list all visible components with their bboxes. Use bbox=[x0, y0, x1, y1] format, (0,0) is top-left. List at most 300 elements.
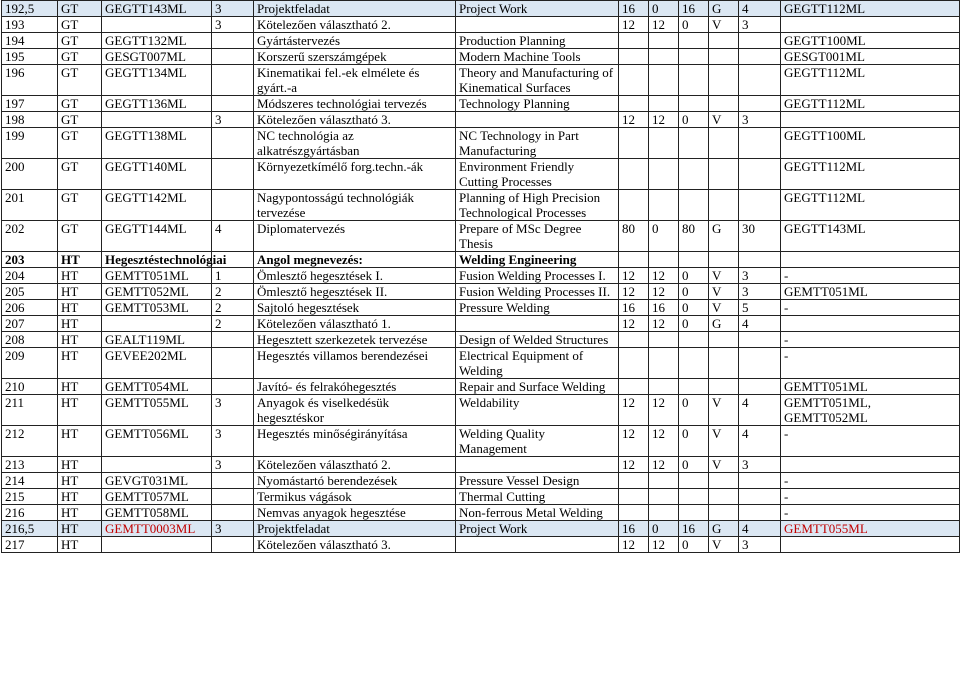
lecture-hours-cell bbox=[619, 159, 649, 190]
practice-hours-cell bbox=[649, 49, 679, 65]
table-row bbox=[2, 49, 960, 65]
practice-hours-cell bbox=[649, 505, 679, 521]
prerequisite-cell: GEGTT112ML bbox=[781, 65, 960, 96]
lab-hours-cell: 0 bbox=[679, 457, 709, 473]
row-id-cell: 216 bbox=[2, 505, 58, 521]
english-name-cell bbox=[456, 457, 619, 473]
course-code-cell bbox=[102, 17, 212, 33]
course-code-cell bbox=[102, 537, 212, 553]
table-row bbox=[2, 379, 960, 395]
semester-cell bbox=[212, 473, 254, 489]
practice-hours-cell: 12 bbox=[649, 537, 679, 553]
credits-cell: 3 bbox=[739, 457, 781, 473]
lecture-hours-cell: 80 bbox=[619, 221, 649, 252]
course-code-cell bbox=[102, 112, 212, 128]
hungarian-name-cell: Projektfeladat bbox=[254, 521, 456, 537]
semester-cell bbox=[212, 159, 254, 190]
row-id-cell: 195 bbox=[2, 49, 58, 65]
hungarian-name-cell: Kötelezően választható 3. bbox=[254, 537, 456, 553]
credits-cell bbox=[739, 96, 781, 112]
credits-cell bbox=[739, 252, 781, 268]
row-id-cell: 193 bbox=[2, 17, 58, 33]
row-id-cell: 205 bbox=[2, 284, 58, 300]
hungarian-name-cell: Kötelezően választható 2. bbox=[254, 457, 456, 473]
lab-hours-cell bbox=[679, 96, 709, 112]
table-row bbox=[2, 65, 960, 96]
hungarian-name-cell: Javító- és felrakóhegesztés bbox=[254, 379, 456, 395]
row-id-cell: 211 bbox=[2, 395, 58, 426]
course-code-cell: GEMTT057ML bbox=[102, 489, 212, 505]
exam-type-cell bbox=[709, 252, 739, 268]
exam-type-cell: G bbox=[709, 316, 739, 332]
lab-hours-cell bbox=[679, 473, 709, 489]
practice-hours-cell: 12 bbox=[649, 284, 679, 300]
row-id-cell: 203 bbox=[2, 252, 58, 268]
prerequisite-cell: GESGT001ML bbox=[781, 49, 960, 65]
prerequisite-cell: GEMTT055ML bbox=[781, 521, 960, 537]
lecture-hours-cell: 12 bbox=[619, 17, 649, 33]
table-row bbox=[2, 395, 960, 426]
practice-hours-cell bbox=[649, 33, 679, 49]
prerequisite-cell: - bbox=[781, 300, 960, 316]
prerequisite-cell: - bbox=[781, 473, 960, 489]
credits-cell bbox=[739, 128, 781, 159]
row-id-cell: 192,5 bbox=[2, 1, 58, 17]
exam-type-cell bbox=[709, 49, 739, 65]
english-name-cell: Technology Planning bbox=[456, 96, 619, 112]
row-id-cell: 216,5 bbox=[2, 521, 58, 537]
lecture-hours-cell bbox=[619, 473, 649, 489]
lecture-hours-cell bbox=[619, 49, 649, 65]
faculty-code-cell: HT bbox=[58, 395, 102, 426]
english-name-cell: Welding Engineering bbox=[456, 252, 619, 268]
faculty-code-cell: HT bbox=[58, 332, 102, 348]
hungarian-name-cell: Sajtoló hegesztések bbox=[254, 300, 456, 316]
faculty-code-cell: GT bbox=[58, 17, 102, 33]
lab-hours-cell bbox=[679, 348, 709, 379]
table-row bbox=[2, 348, 960, 379]
lecture-hours-cell: 16 bbox=[619, 1, 649, 17]
table-row bbox=[2, 316, 960, 332]
credits-cell: 4 bbox=[739, 316, 781, 332]
course-code-cell: GEMTT052ML bbox=[102, 284, 212, 300]
practice-hours-cell bbox=[649, 96, 679, 112]
course-code-cell: GEMTT056ML bbox=[102, 426, 212, 457]
hungarian-name-cell: Gyártástervezés bbox=[254, 33, 456, 49]
prerequisite-cell: - bbox=[781, 348, 960, 379]
practice-hours-cell: 12 bbox=[649, 316, 679, 332]
course-code-cell: GEMTT0003ML bbox=[102, 521, 212, 537]
lab-hours-cell bbox=[679, 505, 709, 521]
lab-hours-cell: 0 bbox=[679, 17, 709, 33]
lecture-hours-cell: 12 bbox=[619, 284, 649, 300]
lab-hours-cell bbox=[679, 332, 709, 348]
faculty-code-cell: HT bbox=[58, 284, 102, 300]
prerequisite-cell: GEGTT112ML bbox=[781, 96, 960, 112]
row-id-cell: 204 bbox=[2, 268, 58, 284]
exam-type-cell bbox=[709, 473, 739, 489]
prerequisite-cell: - bbox=[781, 505, 960, 521]
lab-hours-cell: 0 bbox=[679, 426, 709, 457]
hungarian-name-cell: Diplomatervezés bbox=[254, 221, 456, 252]
lecture-hours-cell bbox=[619, 489, 649, 505]
english-name-cell: Project Work bbox=[456, 1, 619, 17]
credits-cell: 3 bbox=[739, 17, 781, 33]
prerequisite-cell bbox=[781, 252, 960, 268]
exam-type-cell: V bbox=[709, 112, 739, 128]
table-row bbox=[2, 112, 960, 128]
row-id-cell: 214 bbox=[2, 473, 58, 489]
row-id-cell: 194 bbox=[2, 33, 58, 49]
semester-cell bbox=[212, 379, 254, 395]
row-id-cell: 206 bbox=[2, 300, 58, 316]
lecture-hours-cell bbox=[619, 33, 649, 49]
lab-hours-cell: 0 bbox=[679, 300, 709, 316]
lecture-hours-cell bbox=[619, 96, 649, 112]
hungarian-name-cell: Hegesztett szerkezetek tervezése bbox=[254, 332, 456, 348]
faculty-code-cell: GT bbox=[58, 65, 102, 96]
lab-hours-cell bbox=[679, 190, 709, 221]
table-row bbox=[2, 332, 960, 348]
exam-type-cell bbox=[709, 65, 739, 96]
semester-cell bbox=[212, 65, 254, 96]
hungarian-name-cell: Hegesztés minőségirányítása bbox=[254, 426, 456, 457]
english-name-cell: Thermal Cutting bbox=[456, 489, 619, 505]
english-name-cell bbox=[456, 316, 619, 332]
faculty-code-cell: HT bbox=[58, 268, 102, 284]
english-name-cell: Repair and Surface Welding bbox=[456, 379, 619, 395]
exam-type-cell: G bbox=[709, 221, 739, 252]
hungarian-name-cell: Ömlesztő hegesztések I. bbox=[254, 268, 456, 284]
exam-type-cell: V bbox=[709, 268, 739, 284]
course-code-cell: GEVEE202ML bbox=[102, 348, 212, 379]
prerequisite-cell bbox=[781, 537, 960, 553]
semester-cell: 3 bbox=[212, 521, 254, 537]
exam-type-cell: G bbox=[709, 521, 739, 537]
english-name-cell bbox=[456, 537, 619, 553]
lecture-hours-cell: 12 bbox=[619, 395, 649, 426]
exam-type-cell bbox=[709, 505, 739, 521]
curriculum-table bbox=[1, 0, 960, 553]
prerequisite-cell bbox=[781, 457, 960, 473]
exam-type-cell: G bbox=[709, 1, 739, 17]
english-name-cell: Non-ferrous Metal Welding bbox=[456, 505, 619, 521]
row-id-cell: 217 bbox=[2, 537, 58, 553]
semester-cell bbox=[212, 537, 254, 553]
course-code-cell: GEGTT143ML bbox=[102, 1, 212, 17]
prerequisite-cell: GEMTT051ML, GEMTT052ML bbox=[781, 395, 960, 426]
exam-type-cell: V bbox=[709, 457, 739, 473]
exam-type-cell: V bbox=[709, 300, 739, 316]
english-name-cell: Fusion Welding Processes II. bbox=[456, 284, 619, 300]
lecture-hours-cell: 12 bbox=[619, 268, 649, 284]
hungarian-name-cell: Módszeres technológiai tervezés bbox=[254, 96, 456, 112]
lab-hours-cell bbox=[679, 49, 709, 65]
english-name-cell: Weldability bbox=[456, 395, 619, 426]
english-name-cell: Modern Machine Tools bbox=[456, 49, 619, 65]
credits-cell bbox=[739, 190, 781, 221]
credits-cell: 3 bbox=[739, 268, 781, 284]
exam-type-cell bbox=[709, 33, 739, 49]
hungarian-name-cell: Kinematikai fel.-ek elmélete és gyárt.-a bbox=[254, 65, 456, 96]
practice-hours-cell bbox=[649, 190, 679, 221]
course-code-cell: GEGTT134ML bbox=[102, 65, 212, 96]
table-row bbox=[2, 17, 960, 33]
table-row bbox=[2, 190, 960, 221]
semester-cell bbox=[212, 348, 254, 379]
row-id-cell: 200 bbox=[2, 159, 58, 190]
credits-cell: 3 bbox=[739, 537, 781, 553]
course-code-cell: GEGTT142ML bbox=[102, 190, 212, 221]
lecture-hours-cell bbox=[619, 252, 649, 268]
credits-cell: 3 bbox=[739, 284, 781, 300]
exam-type-cell bbox=[709, 190, 739, 221]
row-id-cell: 202 bbox=[2, 221, 58, 252]
table-row bbox=[2, 159, 960, 190]
course-code-cell: GEGTT132ML bbox=[102, 33, 212, 49]
lecture-hours-cell bbox=[619, 348, 649, 379]
english-name-cell: Pressure Vessel Design bbox=[456, 473, 619, 489]
faculty-code-cell: GT bbox=[58, 112, 102, 128]
course-code-cell: GEMTT055ML bbox=[102, 395, 212, 426]
credits-cell: 4 bbox=[739, 426, 781, 457]
hungarian-name-cell: Kötelezően választható 3. bbox=[254, 112, 456, 128]
lecture-hours-cell bbox=[619, 379, 649, 395]
course-code-cell: GEGTT138ML bbox=[102, 128, 212, 159]
prerequisite-cell: GEGTT143ML bbox=[781, 221, 960, 252]
row-id-cell: 207 bbox=[2, 316, 58, 332]
table-row bbox=[2, 128, 960, 159]
practice-hours-cell bbox=[649, 65, 679, 96]
semester-cell: 2 bbox=[212, 284, 254, 300]
semester-cell: 2 bbox=[212, 300, 254, 316]
table-row bbox=[2, 489, 960, 505]
faculty-code-cell: HT bbox=[58, 252, 102, 268]
credits-cell bbox=[739, 505, 781, 521]
english-name-cell bbox=[456, 112, 619, 128]
faculty-code-cell: GT bbox=[58, 159, 102, 190]
prerequisite-cell bbox=[781, 17, 960, 33]
row-id-cell: 201 bbox=[2, 190, 58, 221]
course-code-cell: GEGTT140ML bbox=[102, 159, 212, 190]
lab-hours-cell bbox=[679, 159, 709, 190]
hungarian-name-cell: Nagypontosságú technológiák tervezése bbox=[254, 190, 456, 221]
semester-cell: 1 bbox=[212, 268, 254, 284]
prerequisite-cell bbox=[781, 112, 960, 128]
hungarian-name-cell: NC technológia az alkatrészgyártásban bbox=[254, 128, 456, 159]
faculty-code-cell: HT bbox=[58, 379, 102, 395]
credits-cell bbox=[739, 65, 781, 96]
row-id-cell: 199 bbox=[2, 128, 58, 159]
lab-hours-cell: 0 bbox=[679, 284, 709, 300]
practice-hours-cell: 0 bbox=[649, 221, 679, 252]
lab-hours-cell: 0 bbox=[679, 537, 709, 553]
practice-hours-cell: 0 bbox=[649, 1, 679, 17]
exam-type-cell: V bbox=[709, 284, 739, 300]
hungarian-name-cell: Termikus vágások bbox=[254, 489, 456, 505]
practice-hours-cell bbox=[649, 128, 679, 159]
lecture-hours-cell: 12 bbox=[619, 426, 649, 457]
course-code-cell: GEMTT058ML bbox=[102, 505, 212, 521]
exam-type-cell bbox=[709, 348, 739, 379]
lecture-hours-cell bbox=[619, 190, 649, 221]
english-name-cell: Fusion Welding Processes I. bbox=[456, 268, 619, 284]
exam-type-cell bbox=[709, 128, 739, 159]
practice-hours-cell bbox=[649, 332, 679, 348]
semester-cell bbox=[212, 489, 254, 505]
exam-type-cell: V bbox=[709, 426, 739, 457]
credits-cell: 3 bbox=[739, 112, 781, 128]
practice-hours-cell bbox=[649, 379, 679, 395]
lecture-hours-cell: 12 bbox=[619, 316, 649, 332]
course-code-cell: GEVGT031ML bbox=[102, 473, 212, 489]
lecture-hours-cell bbox=[619, 128, 649, 159]
semester-cell: 3 bbox=[212, 395, 254, 426]
prerequisite-cell: GEMTT051ML bbox=[781, 379, 960, 395]
lab-hours-cell: 0 bbox=[679, 112, 709, 128]
prerequisite-cell: GEMTT051ML bbox=[781, 284, 960, 300]
english-name-cell: Planning of High Precision Technological Processes bbox=[456, 190, 619, 221]
table-row bbox=[2, 221, 960, 252]
lab-hours-cell: 0 bbox=[679, 316, 709, 332]
lecture-hours-cell: 16 bbox=[619, 521, 649, 537]
exam-type-cell bbox=[709, 96, 739, 112]
row-id-cell: 213 bbox=[2, 457, 58, 473]
course-code-cell bbox=[102, 316, 212, 332]
table-row bbox=[2, 268, 960, 284]
exam-type-cell bbox=[709, 332, 739, 348]
lecture-hours-cell: 12 bbox=[619, 537, 649, 553]
exam-type-cell bbox=[709, 379, 739, 395]
practice-hours-cell: 12 bbox=[649, 426, 679, 457]
hungarian-name-cell: Korszerű szerszámgépek bbox=[254, 49, 456, 65]
faculty-code-cell: GT bbox=[58, 49, 102, 65]
practice-hours-cell bbox=[649, 348, 679, 379]
course-code-cell: GEMTT051ML bbox=[102, 268, 212, 284]
faculty-code-cell: GT bbox=[58, 1, 102, 17]
row-id-cell: 215 bbox=[2, 489, 58, 505]
faculty-code-cell: HT bbox=[58, 505, 102, 521]
faculty-code-cell: GT bbox=[58, 128, 102, 159]
row-id-cell: 197 bbox=[2, 96, 58, 112]
faculty-code-cell: HT bbox=[58, 348, 102, 379]
english-name-cell: Production Planning bbox=[456, 33, 619, 49]
lecture-hours-cell bbox=[619, 505, 649, 521]
semester-cell: 3 bbox=[212, 17, 254, 33]
english-name-cell: Prepare of MSc Degree Thesis bbox=[456, 221, 619, 252]
credits-cell: 4 bbox=[739, 521, 781, 537]
table-row bbox=[2, 521, 960, 537]
faculty-code-cell: GT bbox=[58, 221, 102, 252]
hungarian-name-cell: Nyomástartó berendezések bbox=[254, 473, 456, 489]
table-row bbox=[2, 33, 960, 49]
lab-hours-cell bbox=[679, 489, 709, 505]
faculty-code-cell: HT bbox=[58, 537, 102, 553]
prerequisite-cell: - bbox=[781, 489, 960, 505]
semester-cell bbox=[212, 96, 254, 112]
row-id-cell: 212 bbox=[2, 426, 58, 457]
exam-type-cell bbox=[709, 489, 739, 505]
faculty-code-cell: GT bbox=[58, 33, 102, 49]
lecture-hours-cell bbox=[619, 65, 649, 96]
exam-type-cell: V bbox=[709, 395, 739, 426]
prerequisite-cell: - bbox=[781, 426, 960, 457]
semester-cell bbox=[212, 332, 254, 348]
lab-hours-cell: 16 bbox=[679, 521, 709, 537]
exam-type-cell bbox=[709, 159, 739, 190]
prerequisite-cell: GEGTT112ML bbox=[781, 1, 960, 17]
prerequisite-cell bbox=[781, 316, 960, 332]
practice-hours-cell: 12 bbox=[649, 17, 679, 33]
prerequisite-cell: - bbox=[781, 332, 960, 348]
lecture-hours-cell: 12 bbox=[619, 457, 649, 473]
table-row bbox=[2, 252, 960, 268]
faculty-code-cell: HT bbox=[58, 426, 102, 457]
english-name-cell: Pressure Welding bbox=[456, 300, 619, 316]
semester-cell bbox=[212, 190, 254, 221]
row-id-cell: 196 bbox=[2, 65, 58, 96]
english-name-cell: Design of Welded Structures bbox=[456, 332, 619, 348]
practice-hours-cell bbox=[649, 489, 679, 505]
table-row bbox=[2, 1, 960, 17]
course-code-cell: GEGTT144ML bbox=[102, 221, 212, 252]
lecture-hours-cell: 12 bbox=[619, 112, 649, 128]
semester-cell bbox=[212, 128, 254, 159]
lab-hours-cell bbox=[679, 128, 709, 159]
lab-hours-cell: 0 bbox=[679, 268, 709, 284]
practice-hours-cell: 12 bbox=[649, 112, 679, 128]
hungarian-name-cell: Anyagok és viselkedésük hegesztéskor bbox=[254, 395, 456, 426]
semester-cell bbox=[212, 49, 254, 65]
credits-cell: 5 bbox=[739, 300, 781, 316]
course-code-cell: GEMTT054ML bbox=[102, 379, 212, 395]
course-code-cell: GESGT007ML bbox=[102, 49, 212, 65]
faculty-code-cell: HT bbox=[58, 300, 102, 316]
credits-cell bbox=[739, 489, 781, 505]
credits-cell bbox=[739, 473, 781, 489]
credits-cell: 4 bbox=[739, 1, 781, 17]
english-name-cell: Electrical Equipment of Welding bbox=[456, 348, 619, 379]
hungarian-name-cell: Hegesztés villamos berendezései bbox=[254, 348, 456, 379]
semester-cell: 3 bbox=[212, 426, 254, 457]
table-row bbox=[2, 300, 960, 316]
practice-hours-cell bbox=[649, 252, 679, 268]
row-id-cell: 210 bbox=[2, 379, 58, 395]
lab-hours-cell bbox=[679, 33, 709, 49]
hungarian-name-cell: Nemvas anyagok hegesztése bbox=[254, 505, 456, 521]
english-name-cell: NC Technology in Part Manufacturing bbox=[456, 128, 619, 159]
faculty-code-cell: GT bbox=[58, 190, 102, 221]
hungarian-name-cell: Környezetkímélő forg.techn.-ák bbox=[254, 159, 456, 190]
english-name-cell: Welding Quality Management bbox=[456, 426, 619, 457]
lab-hours-cell bbox=[679, 252, 709, 268]
hungarian-name-cell: Kötelezően választható 1. bbox=[254, 316, 456, 332]
faculty-code-cell: HT bbox=[58, 473, 102, 489]
lab-hours-cell: 16 bbox=[679, 1, 709, 17]
table-row bbox=[2, 96, 960, 112]
credits-cell bbox=[739, 348, 781, 379]
table-row bbox=[2, 505, 960, 521]
hungarian-name-cell: Kötelezően választható 2. bbox=[254, 17, 456, 33]
table-row bbox=[2, 426, 960, 457]
semester-cell: 3 bbox=[212, 457, 254, 473]
prerequisite-cell: - bbox=[781, 268, 960, 284]
hungarian-name-cell: Projektfeladat bbox=[254, 1, 456, 17]
semester-cell bbox=[212, 33, 254, 49]
table-row bbox=[2, 284, 960, 300]
faculty-code-cell: HT bbox=[58, 457, 102, 473]
lecture-hours-cell bbox=[619, 332, 649, 348]
